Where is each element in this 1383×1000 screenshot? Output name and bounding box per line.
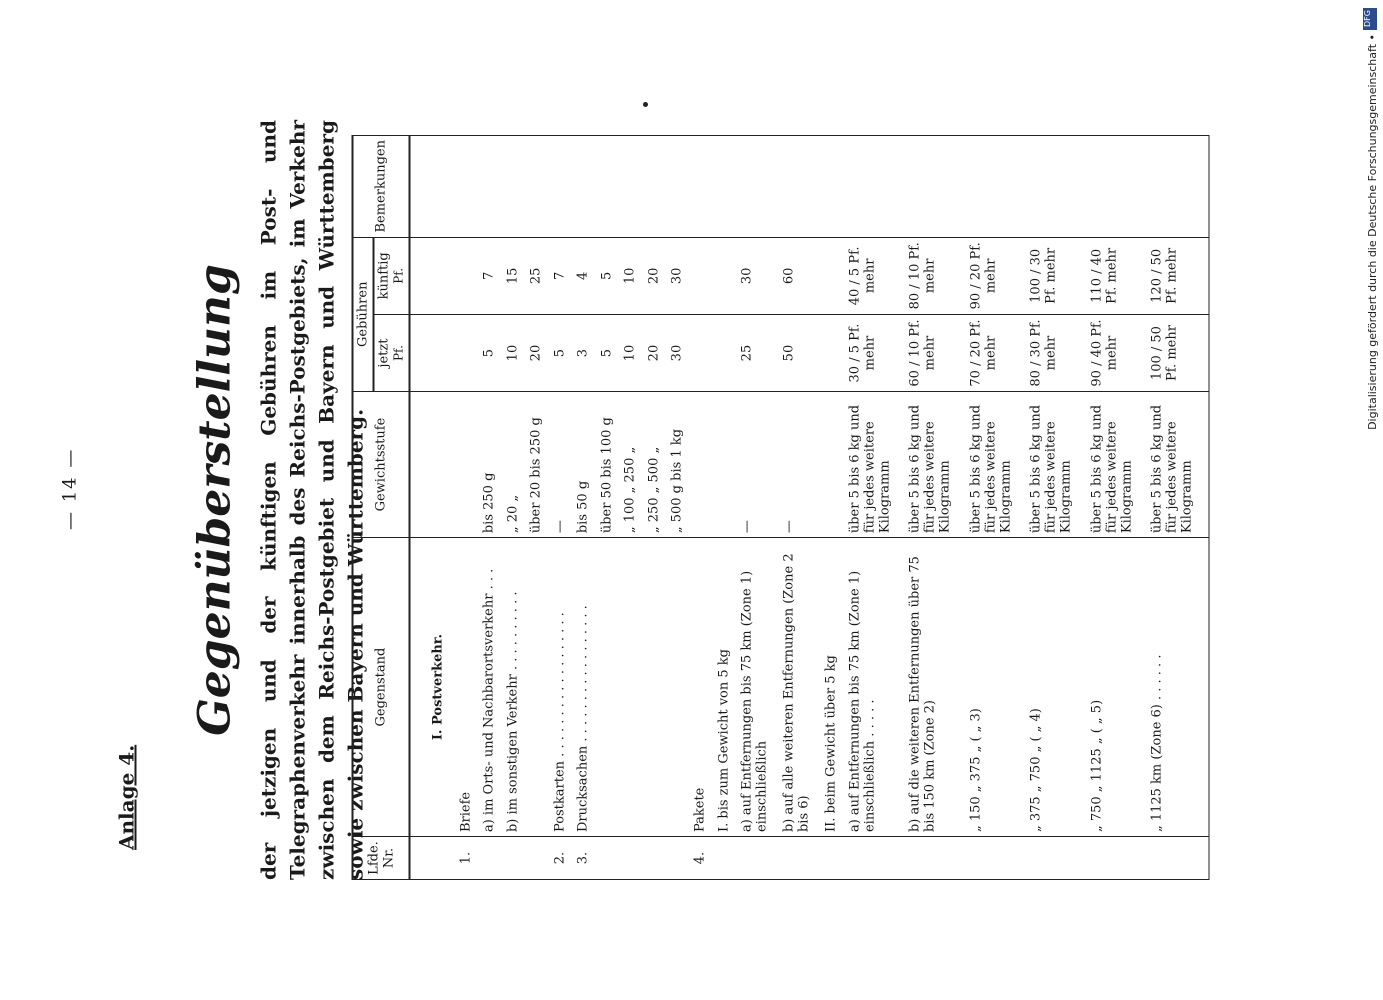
row-bemerkungen xyxy=(480,136,503,238)
row-gewichtsstufe: über 5 bis 6 kg und für jedes weitere Kilogramm xyxy=(906,391,967,537)
row-nr xyxy=(845,837,906,880)
table-body xyxy=(410,136,1210,880)
row-kuenftig: 4 xyxy=(574,237,597,315)
fee-comparison-table xyxy=(352,135,1210,880)
header-bemerkungen: Bemerkungen xyxy=(353,136,410,238)
row-gegenstand: b) im sonstigen Verkehr . . . . . . . . . . xyxy=(503,538,526,837)
table-row xyxy=(503,136,526,880)
row-gewichtsstufe: — xyxy=(738,391,780,537)
row-bemerkungen xyxy=(644,136,667,238)
row-nr xyxy=(1027,837,1088,880)
row-gegenstand: I. bis zum Gewicht von 5 kg xyxy=(714,538,737,837)
row-gewichtsstufe: über 5 bis 6 kg und für jedes weitere Kilogramm xyxy=(1148,391,1209,537)
row-gegenstand: a) auf Entfernungen bis 75 km (Zone 1) einschließlich . . . . . xyxy=(845,538,906,837)
table-row xyxy=(597,136,620,880)
row-kuenftig: 120 / 50 Pf. mehr xyxy=(1148,237,1209,315)
row-gewichtsstufe: über 5 bis 6 kg und für jedes weitere Kilogramm xyxy=(1027,391,1088,537)
row-nr xyxy=(822,837,845,880)
row-jetzt: 100 / 50 Pf. mehr xyxy=(1148,315,1209,392)
row-gewichtsstufe: „ 500 g bis 1 kg xyxy=(667,391,690,537)
row-jetzt xyxy=(714,315,737,392)
table-row xyxy=(550,136,573,880)
header-jetzt xyxy=(374,315,410,392)
row-gewichtsstufe: „ 250 „ 500 „ xyxy=(644,391,667,537)
header-gebuehren: Gebühren xyxy=(353,237,374,391)
row-gegenstand: Briefe xyxy=(456,538,479,837)
row-gewichtsstufe xyxy=(691,391,714,537)
header-jetzt-label: jetzt xyxy=(376,338,392,368)
page-number: — 14 — xyxy=(59,447,81,530)
row-jetzt: 5 xyxy=(550,315,573,392)
row-jetzt: 10 xyxy=(621,315,644,392)
row-jetzt: 90 / 40 Pf. mehr xyxy=(1087,315,1148,392)
row-bemerkungen xyxy=(691,136,714,238)
row-gegenstand: a) im Orts- und Nachbarortsverkehr . . . xyxy=(480,538,503,837)
row-gegenstand: II. beim Gewicht über 5 kg xyxy=(822,538,845,837)
row-nr xyxy=(906,837,967,880)
row-jetzt: 5 xyxy=(597,315,620,392)
section-row xyxy=(410,136,457,880)
row-jetzt xyxy=(456,315,479,392)
table-row xyxy=(1087,136,1148,880)
row-kuenftig: 30 xyxy=(738,237,780,315)
table-row xyxy=(574,136,597,880)
table-row xyxy=(480,136,503,880)
row-jetzt: 30 xyxy=(667,315,690,392)
row-gewichtsstufe xyxy=(456,391,479,537)
row-kuenftig: 25 xyxy=(527,237,550,315)
row-bemerkungen xyxy=(550,136,573,238)
row-kuenftig: 60 xyxy=(780,237,822,315)
row-gewichtsstufe: „ 100 „ 250 „ xyxy=(621,391,644,537)
row-bemerkungen xyxy=(714,136,737,238)
speck-mark xyxy=(643,102,648,107)
row-nr xyxy=(597,837,620,880)
header-kuenftig xyxy=(374,237,410,315)
table-header-row xyxy=(353,136,374,880)
header-nr: Lfde. Nr. xyxy=(353,837,410,880)
row-gegenstand: Postkarten . . . . . . . . . . . . . . . . . . xyxy=(550,538,573,837)
row-gegenstand: „ 150 „ 375 „ ( „ 3) xyxy=(966,538,1027,837)
row-bemerkungen xyxy=(966,136,1027,238)
table-row xyxy=(780,136,822,880)
row-bemerkungen xyxy=(503,136,526,238)
row-kuenftig xyxy=(822,237,845,315)
dfg-logo-icon: DFG xyxy=(1363,8,1377,30)
table-row xyxy=(644,136,667,880)
row-kuenftig xyxy=(714,237,737,315)
row-nr xyxy=(738,837,780,880)
row-gegenstand: a) auf Entfernungen bis 75 km (Zone 1) einschließlich xyxy=(738,538,780,837)
row-nr: 4. xyxy=(691,837,714,880)
table-row xyxy=(714,136,737,880)
row-bemerkungen xyxy=(527,136,550,238)
row-bemerkungen xyxy=(1087,136,1148,238)
row-gegenstand: „ 750 „ 1125 „ ( „ 5) xyxy=(1087,538,1148,837)
row-bemerkungen xyxy=(597,136,620,238)
row-nr xyxy=(667,837,690,880)
row-gegenstand xyxy=(597,538,620,837)
row-jetzt: 80 / 30 Pf. mehr xyxy=(1027,315,1088,392)
row-jetzt: 3 xyxy=(574,315,597,392)
row-gewichtsstufe: bis 250 g xyxy=(480,391,503,537)
table-row xyxy=(845,136,906,880)
dfg-funding-note: Digitalisierung gefördert durch die Deutsche Forschungsgemeinschaft • xyxy=(1366,34,1379,430)
row-gewichtsstufe: über 5 bis 6 kg und für jedes weitere Kilogramm xyxy=(966,391,1027,537)
row-gegenstand: „ 1125 km (Zone 6) . . . . . . xyxy=(1148,538,1209,837)
row-gewichtsstufe: über 5 bis 6 kg und für jedes weitere Kilogramm xyxy=(845,391,906,537)
row-gewichtsstufe: „ 20 „ xyxy=(503,391,526,537)
row-kuenftig: 15 xyxy=(503,237,526,315)
header-jetzt-unit: Pf. xyxy=(391,345,406,362)
row-gegenstand xyxy=(527,538,550,837)
row-jetzt xyxy=(691,315,714,392)
row-gegenstand xyxy=(667,538,690,837)
row-jetzt: 30 / 5 Pf. mehr xyxy=(845,315,906,392)
row-nr xyxy=(621,837,644,880)
table-row xyxy=(966,136,1027,880)
table-row xyxy=(691,136,714,880)
row-gewichtsstufe: über 20 bis 250 g xyxy=(527,391,550,537)
row-jetzt: 20 xyxy=(644,315,667,392)
row-bemerkungen xyxy=(822,136,845,238)
annex-label: Anlage 4. xyxy=(114,744,139,850)
table-row xyxy=(738,136,780,880)
row-kuenftig: 90 / 20 Pf. mehr xyxy=(966,237,1027,315)
row-jetzt: 60 / 10 Pf. mehr xyxy=(906,315,967,392)
row-nr xyxy=(1087,837,1148,880)
row-gegenstand: Drucksachen . . . . . . . . . . . . . . . . . xyxy=(574,538,597,837)
row-nr xyxy=(714,837,737,880)
row-kuenftig: 30 xyxy=(667,237,690,315)
row-kuenftig: 20 xyxy=(644,237,667,315)
row-gewichtsstufe: über 5 bis 6 kg und für jedes weitere Kilogramm xyxy=(1087,391,1148,537)
row-kuenftig: 40 / 5 Pf. mehr xyxy=(845,237,906,315)
row-bemerkungen xyxy=(1148,136,1209,238)
row-kuenftig: 110 / 40 Pf. mehr xyxy=(1087,237,1148,315)
header-gewichtsstufe: Gewichtsstufe xyxy=(353,391,410,537)
row-gewichtsstufe: bis 50 g xyxy=(574,391,597,537)
row-gewichtsstufe xyxy=(714,391,737,537)
row-nr xyxy=(527,837,550,880)
row-nr: 2. xyxy=(550,837,573,880)
table-row xyxy=(1148,136,1209,880)
table-row xyxy=(621,136,644,880)
row-nr: 1. xyxy=(456,837,479,880)
header-kuenftig-label: künftig xyxy=(376,252,392,300)
row-kuenftig: 100 / 30 Pf. mehr xyxy=(1027,237,1088,315)
table-row xyxy=(906,136,967,880)
row-nr xyxy=(966,837,1027,880)
row-jetzt: 70 / 20 Pf. mehr xyxy=(966,315,1027,392)
row-kuenftig: 7 xyxy=(480,237,503,315)
row-jetzt: 50 xyxy=(780,315,822,392)
row-bemerkungen xyxy=(1027,136,1088,238)
row-gegenstand: b) auf die weiteren Entfernungen über 75 bis 150 km (Zone 2) xyxy=(906,538,967,837)
row-gewichtsstufe: — xyxy=(550,391,573,537)
section-title: I. Postverkehr. xyxy=(410,538,457,837)
row-bemerkungen xyxy=(574,136,597,238)
row-nr xyxy=(644,837,667,880)
document-title: Gegenüberstellung xyxy=(189,264,241,736)
row-kuenftig xyxy=(691,237,714,315)
row-bemerkungen xyxy=(456,136,479,238)
row-bemerkungen xyxy=(780,136,822,238)
row-bemerkungen xyxy=(738,136,780,238)
row-gegenstand: „ 375 „ 750 „ ( „ 4) xyxy=(1027,538,1088,837)
row-jetzt: 20 xyxy=(527,315,550,392)
table-row xyxy=(527,136,550,880)
row-bemerkungen xyxy=(845,136,906,238)
header-gegenstand: Gegenstand xyxy=(353,538,410,837)
row-kuenftig: 10 xyxy=(621,237,644,315)
row-jetzt xyxy=(822,315,845,392)
row-nr xyxy=(480,837,503,880)
row-gegenstand xyxy=(644,538,667,837)
table-row xyxy=(667,136,690,880)
header-kuenftig-unit: Pf. xyxy=(391,267,406,284)
row-gegenstand: b) auf alle weiteren Entfernungen (Zone 2 bis 6) xyxy=(780,538,822,837)
row-nr xyxy=(780,837,822,880)
row-gegenstand xyxy=(621,538,644,837)
row-kuenftig: 5 xyxy=(597,237,620,315)
row-gewichtsstufe xyxy=(822,391,845,537)
row-jetzt: 25 xyxy=(738,315,780,392)
row-nr: 3. xyxy=(574,837,597,880)
document-subtitle: der jetzigen und der künftigen Gebühren im Post- und Telegraphenverkehr innerhalb des Reichs-Postgebiets, im Verkehr zwischen dem Reichs-Postgebiet und Bayern und Württemberg sowie zwischen Bayern und Württemberg. xyxy=(256,120,368,880)
row-kuenftig xyxy=(456,237,479,315)
table-row xyxy=(456,136,479,880)
row-kuenftig: 7 xyxy=(550,237,573,315)
table-row xyxy=(822,136,845,880)
row-bemerkungen xyxy=(667,136,690,238)
row-gewichtsstufe: über 50 bis 100 g xyxy=(597,391,620,537)
row-jetzt: 5 xyxy=(480,315,503,392)
row-gewichtsstufe: — xyxy=(780,391,822,537)
table-row xyxy=(1027,136,1088,880)
row-bemerkungen xyxy=(906,136,967,238)
row-nr xyxy=(1148,837,1209,880)
row-gegenstand: Pakete xyxy=(691,538,714,837)
row-jetzt: 10 xyxy=(503,315,526,392)
row-nr xyxy=(503,837,526,880)
row-bemerkungen xyxy=(621,136,644,238)
row-kuenftig: 80 / 10 Pf. mehr xyxy=(906,237,967,315)
